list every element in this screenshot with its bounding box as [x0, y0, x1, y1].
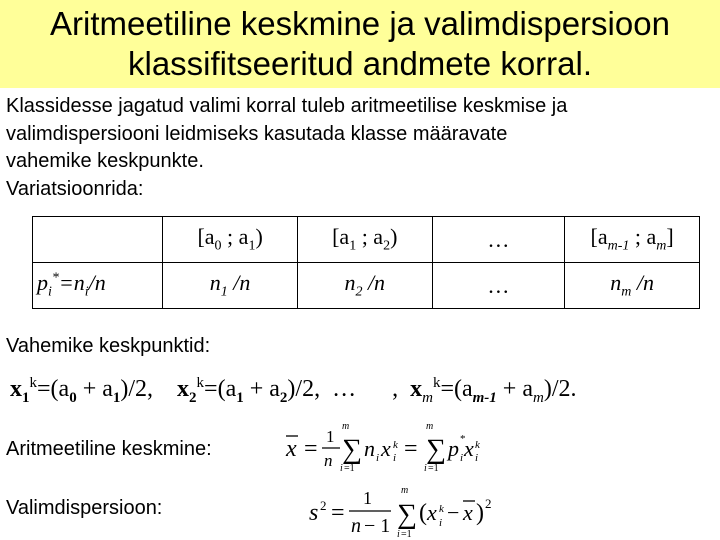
- midpoint-comma: ,: [392, 376, 399, 402]
- svg-text:x: x: [286, 436, 297, 462]
- svg-text:− 1: − 1: [364, 515, 391, 537]
- svg-text:p: p: [448, 436, 459, 461]
- svg-text:m: m: [342, 421, 350, 432]
- svg-text:m: m: [426, 421, 434, 432]
- svg-text:∑: ∑: [426, 434, 446, 465]
- svg-text:i: i: [397, 529, 400, 540]
- title-line-1: Aritmeetiline keskmine ja valimdispersioon: [50, 5, 670, 42]
- intro-line-1: Klassidesse jagatud valimi korral tuleb aritmeetilise keskmise ja: [6, 95, 568, 117]
- midpoint-1: $x_1^k=(a_0 + a_1)/2$,: [10, 375, 154, 406]
- svg-text:=: =: [331, 500, 345, 526]
- midpoint-ellipsis: …: [332, 376, 357, 402]
- intro-line-2: valimdispersiooni leidmiseks kasutada klasse määravate: [6, 122, 508, 145]
- mean-label: Aritmeetiline keskmine:: [6, 438, 212, 460]
- svg-text:i: i: [376, 452, 380, 464]
- svg-text:n: n: [324, 451, 333, 470]
- midpoints-label: Vahemike keskpunktid:: [6, 335, 211, 357]
- svg-text:i: i: [393, 452, 397, 464]
- table-row-frequencies: [33, 263, 700, 309]
- svg-text:∑: ∑: [397, 499, 417, 530]
- svg-text:k: k: [439, 503, 444, 515]
- mean-formula: [280, 418, 480, 476]
- variation-table: [32, 216, 700, 309]
- variance-formula: [305, 484, 505, 540]
- svg-text:k: k: [393, 439, 398, 451]
- svg-text:=: =: [404, 436, 418, 462]
- intro-line-4: Variatsioonrida:: [6, 177, 144, 200]
- frequency-cell: $n_1$ /n: [163, 263, 298, 309]
- frequency-cell: $n_2$ /n: [297, 263, 432, 309]
- svg-text:1: 1: [326, 427, 335, 446]
- svg-text:n: n: [351, 515, 361, 537]
- svg-text:2: 2: [320, 498, 327, 513]
- variance-label: Valimdispersioon:: [6, 497, 163, 519]
- svg-text:=: =: [304, 436, 318, 462]
- svg-text:*: *: [460, 433, 466, 445]
- table-header-empty-cell: [33, 217, 163, 263]
- svg-text:2: 2: [485, 496, 492, 511]
- svg-text:−: −: [447, 500, 460, 525]
- svg-text:i: i: [460, 452, 464, 464]
- svg-text:k: k: [475, 439, 480, 451]
- svg-text:=1: =1: [344, 463, 355, 474]
- svg-text:s: s: [309, 500, 319, 526]
- svg-text:x: x: [381, 436, 391, 461]
- svg-text:): ): [476, 500, 484, 526]
- svg-text:i: i: [340, 463, 343, 474]
- interval-cell: [$a_0$ ; $a_1$): [163, 217, 298, 263]
- svg-text:x: x: [464, 436, 474, 461]
- interval-cell-ellipsis: …: [432, 217, 565, 263]
- slide-title: [0, 0, 720, 88]
- interval-cell: [$a_1$ ; $a_2$): [297, 217, 432, 263]
- svg-text:1: 1: [363, 488, 372, 508]
- title-line-2: klassifitseeritud andmete korral.: [127, 45, 593, 82]
- svg-text:x: x: [463, 500, 473, 525]
- midpoints-formula: [10, 375, 577, 407]
- intro-text: [6, 93, 716, 203]
- midpoint-m: $x_m^k=(a_{m-1} + a_m)/2$.: [410, 375, 577, 406]
- row-label-cell: $p_i^*=n_i/n$: [33, 263, 163, 309]
- table-row-intervals: [33, 217, 700, 263]
- svg-text:=1: =1: [428, 463, 439, 474]
- frequency-cell: $n_m$ /n: [565, 263, 700, 309]
- interval-cell: [$a_{m-1}$ ; $a_m$]: [565, 217, 700, 263]
- svg-text:∑: ∑: [342, 434, 362, 465]
- svg-text:(: (: [419, 500, 427, 526]
- svg-text:i: i: [439, 517, 443, 529]
- svg-text:m: m: [401, 485, 409, 496]
- svg-text:x: x: [427, 500, 437, 525]
- svg-text:=1: =1: [401, 529, 412, 540]
- frequency-cell-ellipsis: …: [432, 263, 565, 309]
- svg-text:i: i: [475, 452, 479, 464]
- svg-text:n: n: [364, 436, 375, 461]
- svg-text:i: i: [424, 463, 427, 474]
- intro-line-3: vahemike keskpunkte.: [6, 150, 204, 172]
- midpoint-2: $x_2^k=(a_1 + a_2)/2$,: [177, 375, 321, 406]
